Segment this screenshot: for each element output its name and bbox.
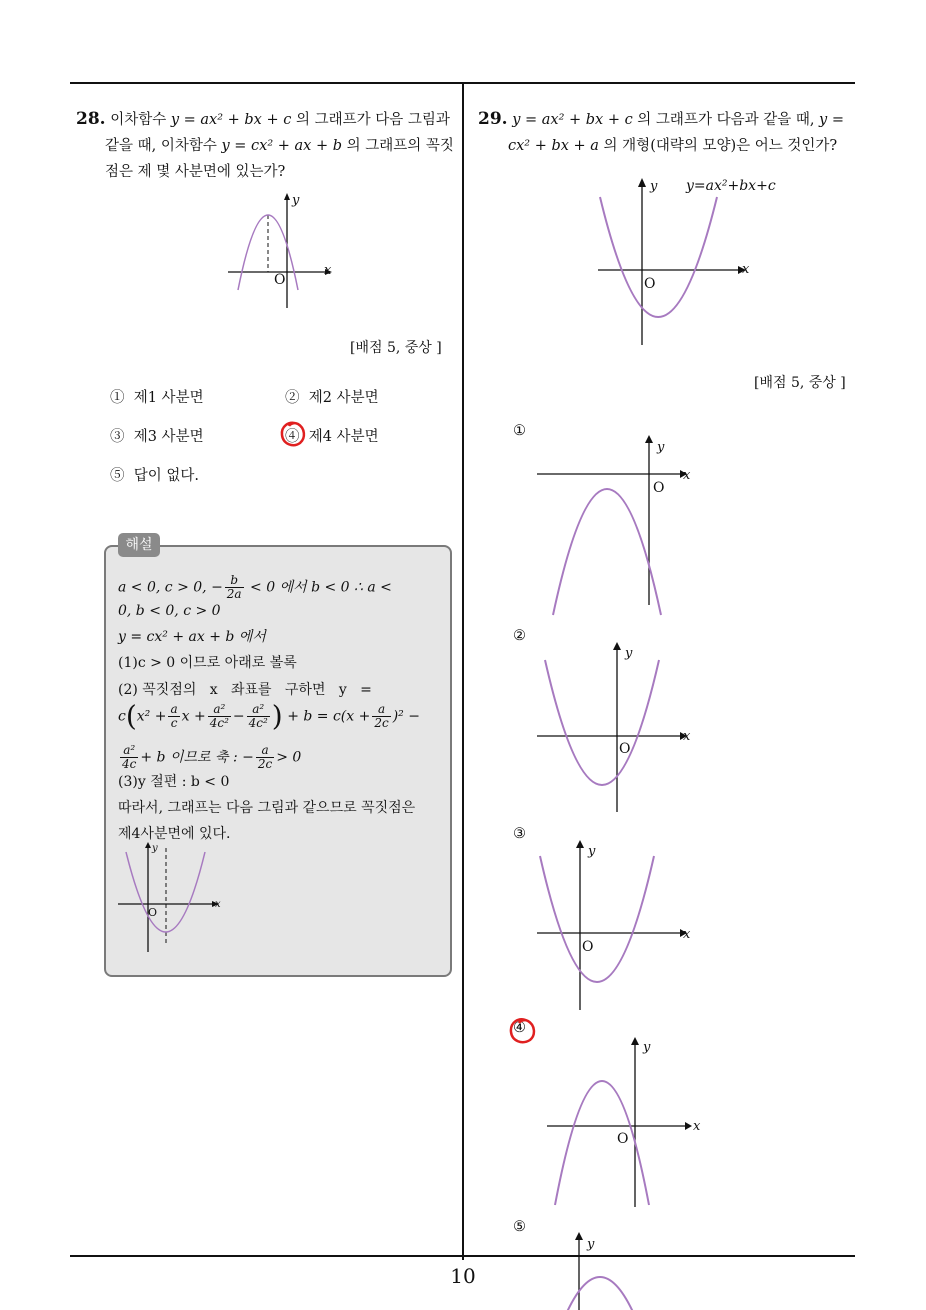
q28-line1-post: 의 그래프가 다음 그림과 [291, 112, 450, 128]
origin-label: O [582, 939, 594, 955]
parabola-curve [540, 856, 654, 982]
sol-text: + b 이므로 축 : − [140, 749, 254, 766]
y-axis-arrow-icon [145, 842, 151, 848]
x-label: x [215, 899, 221, 910]
sol-text: x² + [136, 708, 167, 725]
q28-line2-pre: 같을 때, 이차함수 [105, 138, 222, 154]
choice-mark: ④ [285, 429, 300, 445]
y-axis-arrow-icon [631, 1037, 639, 1045]
y-label: y [657, 440, 665, 455]
q28-answer-circle-icon [278, 418, 308, 450]
sol-text: + b = c(x + [287, 708, 371, 725]
frac-den: c [170, 716, 178, 730]
choice-mark: ⑤ [110, 468, 125, 484]
choice-text: 제3 사분면 [133, 429, 204, 445]
q29-option-2-graph[interactable] [535, 640, 700, 815]
parabola-curve [600, 197, 717, 317]
x-label: x [324, 263, 332, 278]
y-label: y [587, 1237, 595, 1252]
solution-line-6 [118, 699, 420, 733]
solution-graph [112, 840, 227, 958]
q28-line2-post: 의 그래프의 꼭짓 [342, 138, 454, 154]
solution-tab: 해설 [118, 533, 160, 557]
q29-option-1-graph[interactable] [535, 435, 700, 615]
x-label: x [693, 1119, 701, 1134]
frac-den: 2a [226, 587, 242, 601]
fraction [247, 703, 270, 730]
y-axis-arrow-icon [576, 840, 584, 848]
sol-text: x + [181, 708, 206, 725]
q29-option-1-mark[interactable]: ① [513, 423, 526, 439]
choice-text: 제1 사분면 [133, 390, 204, 406]
frac-num: a [170, 702, 178, 716]
sol-text: c [118, 708, 126, 725]
q29-option-4-graph[interactable] [545, 1035, 710, 1215]
solution-line-8: (3)y 절편 : b < 0 [118, 774, 230, 790]
paren: ) [271, 699, 283, 733]
q28-choice-1[interactable] [110, 386, 204, 407]
frac-den: 4c² [248, 716, 268, 730]
choice-mark: ③ [110, 429, 125, 445]
q29-line1-post: 의 그래프가 다음과 같을 때, [632, 112, 820, 128]
q29-line2-math: cx² + bx + a [508, 138, 599, 154]
solution-line-2: 0, b < 0, c > 0 [118, 603, 221, 619]
choice-text: 제2 사분면 [308, 390, 379, 406]
choice-mark: ② [285, 390, 300, 406]
y-axis-arrow-icon [613, 642, 621, 650]
y-label: y [650, 179, 658, 194]
y-axis-arrow-icon [575, 1232, 583, 1240]
y-label: y [292, 193, 300, 208]
y-axis-arrow-icon [645, 435, 653, 443]
fraction [256, 744, 274, 771]
parabola-curve [553, 489, 661, 615]
sol-text: > 0 [276, 749, 302, 766]
q28-line1-math: y = ax² + bx + c [170, 112, 292, 128]
frac-num: a [256, 744, 274, 758]
origin-label: O [644, 276, 656, 292]
sol-text: − [232, 708, 245, 725]
solution-line-1 [118, 574, 392, 601]
bottom-rule [70, 1255, 855, 1257]
q28-choice-3[interactable] [110, 425, 204, 446]
q28-line1-pre: 이차함수 [110, 112, 171, 128]
q28-score: [배점 5, 중상 ] [350, 340, 442, 356]
sol-text: )² − [392, 708, 420, 725]
solution-line-5: (2) 꼭짓점의 x 좌표를 구하면 y = [118, 682, 372, 698]
origin-label: O [617, 1131, 629, 1147]
x-label: x [683, 468, 691, 483]
origin-label: O [274, 272, 286, 288]
parabola-curve [545, 660, 659, 785]
page-number: 10 [450, 1264, 476, 1288]
frac-num: b [225, 574, 244, 588]
choice-text: 답이 없다. [133, 468, 199, 484]
frac-num: a² [247, 703, 270, 717]
origin-label: O [148, 906, 158, 919]
fraction [208, 703, 231, 730]
q29-option-3-graph[interactable] [535, 838, 700, 1013]
q29-graph [590, 175, 790, 350]
fraction [120, 744, 138, 771]
sol-text: < 0 에서 b < 0 ∴ a < [245, 579, 392, 596]
solution-line-4: (1)c > 0 이므로 아래로 볼록 [118, 655, 297, 671]
x-axis-arrow-icon [685, 1122, 692, 1130]
q28-line3: 점은 제 몇 사분면에 있는가? [105, 164, 286, 180]
column-divider [462, 84, 464, 1260]
q29-line1-math: y = ax² + bx + c [512, 112, 633, 128]
fraction [225, 574, 244, 601]
curve-label: y=ax²+bx+c [686, 178, 776, 194]
y-label: y [588, 844, 596, 859]
q29-stem [478, 106, 863, 159]
y-axis-arrow-icon [638, 178, 646, 187]
frac-den: 4c² [209, 716, 229, 730]
paren: ( [125, 699, 137, 733]
q28-choice-5[interactable] [110, 464, 199, 485]
frac-num: a [372, 703, 390, 717]
q29-option-4-mark[interactable]: ④ [513, 1020, 526, 1036]
q28-number: 28. [76, 109, 106, 129]
q29-line2-post: 의 개형(대략의 모양)은 어느 것인가? [598, 138, 838, 154]
solution-line-10: 제4사분면에 있다. [118, 826, 231, 842]
frac-den: 2c [257, 757, 273, 771]
q29-score: [배점 5, 중상 ] [754, 375, 846, 391]
sol-text: a < 0, c > 0, − [118, 579, 223, 596]
origin-label: O [619, 741, 631, 757]
frac-den: 4c [122, 757, 137, 771]
frac-num: a² [208, 703, 231, 717]
fraction [168, 703, 179, 730]
q29-line1-math-b: y = [819, 112, 844, 128]
frac-den: 2c [374, 716, 389, 730]
choice-text: 제4 사분면 [308, 429, 379, 445]
x-label: x [683, 927, 691, 942]
q28-stem [76, 106, 461, 185]
q29-option-2-mark[interactable]: ② [513, 628, 526, 644]
y-label: y [152, 843, 158, 854]
x-label: x [742, 262, 750, 277]
choice-mark: ① [110, 390, 125, 406]
q29-answer-circle-icon [506, 1014, 540, 1048]
solution-line-9: 따라서, 그래프는 다음 그림과 같으므로 꼭짓점은 [118, 800, 416, 816]
fraction [372, 703, 390, 730]
origin-label: O [653, 480, 665, 496]
solution-line-7 [118, 744, 301, 771]
y-label: y [625, 646, 633, 661]
y-axis-arrow-icon [284, 193, 290, 200]
y-label: y [643, 1040, 651, 1055]
frac-num: a² [120, 744, 138, 758]
q28-graph [220, 190, 340, 315]
solution-line-3: y = cx² + ax + b 에서 [118, 629, 266, 645]
q29-number: 29. [478, 109, 508, 129]
q29-option-5-mark[interactable]: ⑤ [513, 1219, 526, 1235]
q28-line2-math: y = cx² + ax + b [221, 138, 343, 154]
q28-choice-2[interactable] [285, 386, 379, 407]
x-label: x [683, 729, 691, 744]
q29-option-3-mark[interactable]: ③ [513, 826, 526, 842]
